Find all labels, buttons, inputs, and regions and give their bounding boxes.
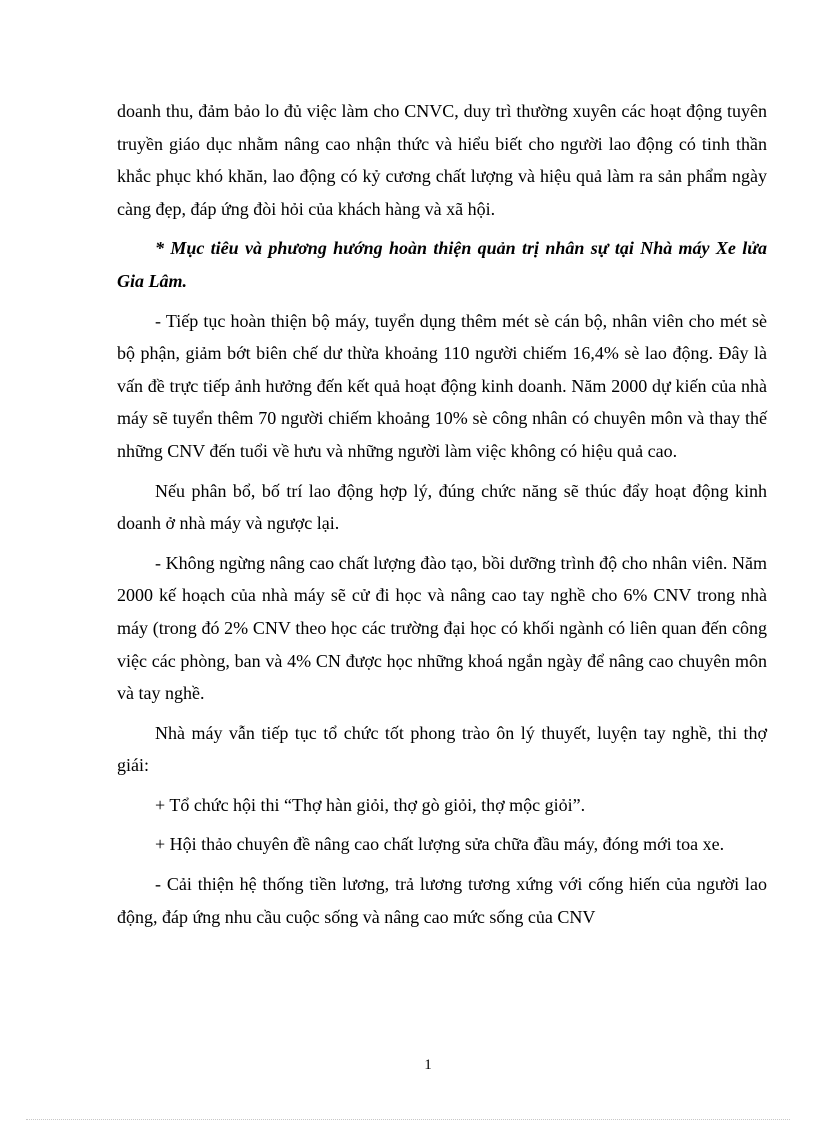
paragraph-allocation: Nếu phân bổ, bố trí lao động hợp lý, đúng chức năng sẽ thúc đẩy hoạt động kinh doanh ở nhà máy và ngược lại. xyxy=(117,480,767,534)
document-page xyxy=(117,95,767,933)
paragraph-training: - Không ngừng nâng cao chất lượng đào tạo, bồi dưỡng trình độ cho nhân viên. Năm 2000 kế hoạch của nhà máy sẽ cử đi học và nâng cao tay nghề cho 6% CNV trong nhà máy (trong đó 2% CNV theo học các trường đại học có khối ngành có liên quan đến công việc các phòng, ban và 4% CN được học những khoá ngắn ngày để nâng cao chuyên môn và tay nghề. xyxy=(117,552,767,704)
section-heading: * Mục tiêu và phương hướng hoàn thiện quản trị nhân sự tại Nhà máy Xe lửa Gia Lâm. xyxy=(117,238,767,291)
paragraph-salary: - Cải thiện hệ thống tiền lương, trả lương tương xứng với cống hiến của người lao động, đáp ứng nhu cầu cuộc sống và nâng cao mức sống của CNV xyxy=(117,874,767,927)
paragraph-recruitment: - Tiếp tục hoàn thiện bộ máy, tuyển dụng thêm mét sè cán bộ, nhân viên cho mét sè bộ phận, giảm bớt biên chế dư thừa khoảng 110 người chiếm 16,4% sè lao động. Đây là vấn đề trực tiếp ảnh hưởng đến kết quả hoạt động kinh doanh. Năm 2000 dự kiến của nhà máy sẽ tuyển thêm 70 người chiếm khoảng 10% sè công nhân có chuyên môn và thay thế những CNV đến tuổi về hưu và những người làm việc không có hiệu quả cao. xyxy=(117,310,767,461)
paragraph-skills-movement: Nhà máy vẫn tiếp tục tổ chức tốt phong trào ôn lý thuyết, luyện tay nghề, thi thợ giái: xyxy=(117,722,767,776)
page-number: 1 xyxy=(424,1057,432,1073)
paragraph-intro: doanh thu, đảm bảo lo đủ việc làm cho CNVC, duy trì thường xuyên các hoạt động tuyên truyền giáo dục nhằm nâng cao nhận thức và hiểu biết cho người lao động có tinh thần khắc phục khó khăn, lao động có kỷ cương chất lượng và hiệu quả làm ra sản phẩm ngày càng đẹp, đáp ứng đòi hỏi của khách hàng và xã hội. xyxy=(117,101,767,219)
list-item-seminar: + Hội thảo chuyên đề nâng cao chất lượng sửa chữa đầu máy, đóng mới toa xe. xyxy=(155,834,725,855)
page-bottom-divider xyxy=(26,1119,790,1120)
list-item-contest: + Tổ chức hội thi “Thợ hàn giỏi, thợ gò giỏi, thợ mộc giỏi”. xyxy=(155,794,586,815)
